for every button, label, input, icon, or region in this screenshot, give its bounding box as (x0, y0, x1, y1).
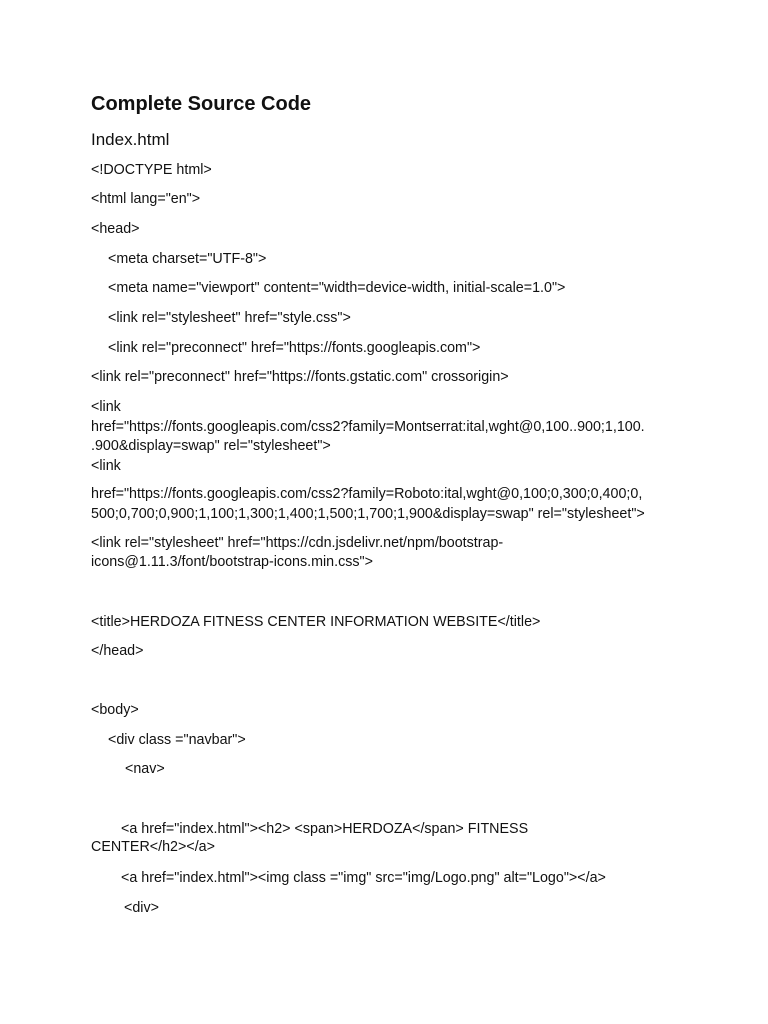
code-line: <link rel="stylesheet" href="style.css"> (108, 310, 351, 326)
code-line: <a href="index.html"><img class ="img" src="img/Logo.png" alt="Logo"></a> (121, 870, 606, 886)
code-line: <div class ="navbar"> (108, 732, 246, 748)
code-line: .900&display=swap" rel="stylesheet"> (91, 438, 331, 454)
code-line: <a href="index.html"><h2> <span>HERDOZA</span> FITNESS (121, 821, 529, 837)
code-line: <title>HERDOZA FITNESS CENTER INFORMATION WEBSITE</title> (91, 614, 541, 630)
code-line: 500;0,700;0,900;1,100;1,300;1,400;1,500;1,700;1,900&display=swap" rel="stylesheet"> (91, 506, 645, 522)
code-line: CENTER</h2></a> (91, 839, 215, 855)
code-line: <!DOCTYPE html> (91, 162, 212, 178)
code-line: </head> (91, 643, 144, 659)
code-line: <link rel="preconnect" href="https://fonts.gstatic.com" crossorigin> (91, 369, 509, 385)
code-line: <nav> (125, 761, 165, 777)
code-line: <html lang="en"> (91, 191, 201, 207)
code-line: <link (91, 399, 121, 415)
code-line: icons@1.11.3/font/bootstrap-icons.min.css"> (91, 554, 373, 570)
code-line: href="https://fonts.googleapis.com/css2?family=Roboto:ital,wght@0,100;0,300;0,400;0, (91, 486, 643, 502)
code-line: <link rel="stylesheet" href="https://cdn.jsdelivr.net/npm/bootstrap- (91, 535, 504, 551)
code-line: <div> (124, 900, 159, 916)
code-line: <meta charset="UTF-8"> (108, 251, 267, 267)
code-line: <body> (91, 702, 139, 718)
code-line: <meta name="viewport" content="width=device-width, initial-scale=1.0"> (108, 280, 566, 296)
code-line: <head> (91, 221, 140, 237)
code-line: <link (91, 458, 121, 474)
code-line: href="https://fonts.googleapis.com/css2?family=Montserrat:ital,wght@0,100..900;1,100. (91, 419, 645, 435)
document-heading: Complete Source Code (91, 93, 312, 115)
code-line: <link rel="preconnect" href="https://fonts.googleapis.com"> (108, 340, 481, 356)
file-name-heading: Index.html (91, 130, 170, 149)
